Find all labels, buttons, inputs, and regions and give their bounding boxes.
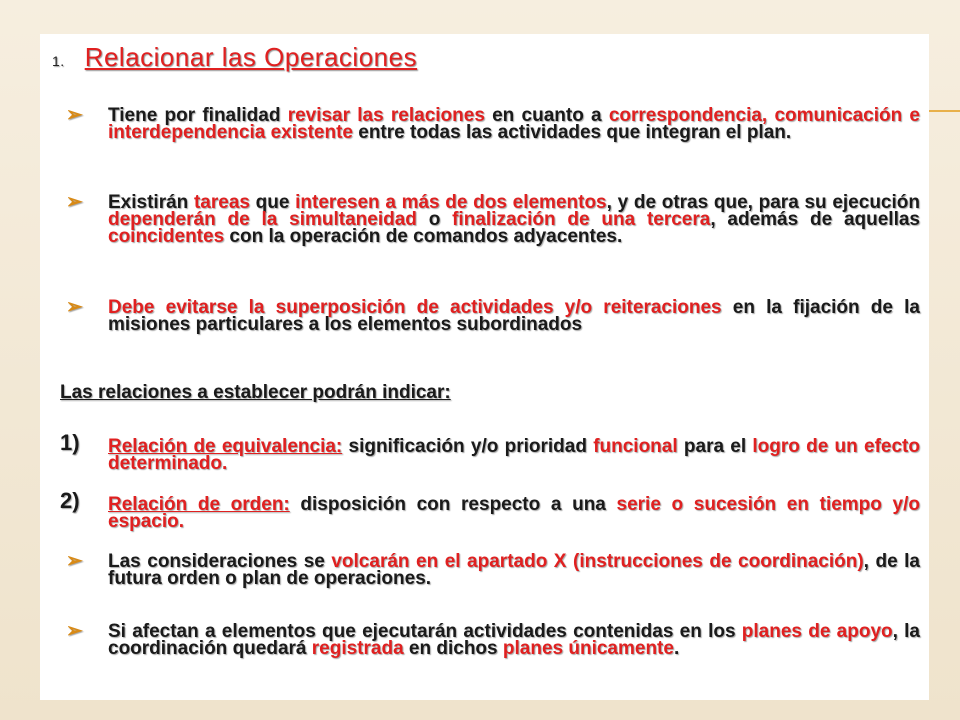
item-number: 1): [60, 430, 80, 455]
decorative-line: [925, 110, 960, 112]
highlight-run: logro de un efecto determinado.: [108, 436, 920, 474]
arrow-bullet-icon: ➢: [66, 620, 83, 642]
highlight-run: funcional: [593, 436, 678, 457]
arrow-bullet-icon: ➢: [66, 550, 83, 572]
item-number: 2): [60, 488, 80, 513]
text-run: , de la futura orden o plan de operaciones.: [108, 551, 920, 589]
numbered-item-1: [50, 430, 920, 474]
highlight-run: Relación de equivalencia:: [108, 436, 343, 457]
text-run: , la coordinación quedará: [108, 621, 921, 659]
bullet-paragraph-3: [50, 296, 920, 335]
text-run: Existirán: [108, 192, 194, 213]
text-run: significación y/o prioridad: [342, 436, 594, 457]
highlight-run: serie o sucesión en tiempo y/o espacio.: [108, 494, 920, 532]
slide: [40, 34, 929, 700]
highlight-run: tareas: [193, 192, 250, 213]
bullet-paragraph-1: [50, 104, 920, 143]
paragraph-text: [108, 194, 920, 245]
text-run: , y de otras que, para su ejecución: [606, 192, 920, 213]
text-run: Las consideraciones se: [108, 551, 332, 572]
text-run: Si afectan a elementos que ejecutarán actividades contenidas en los: [108, 621, 742, 642]
bullet-paragraph-4: [50, 550, 920, 589]
title-number: 1.: [52, 53, 65, 69]
text-run: en dichos: [403, 638, 503, 659]
highlight-run: interesen a más de dos elementos: [295, 192, 607, 213]
text-run: o: [416, 209, 453, 230]
text-run: .: [673, 638, 680, 659]
highlight-run: Debe evitarse la superposición de actividades y/o reiteraciones: [108, 297, 722, 318]
title-text: Relacionar las Operaciones: [84, 42, 418, 72]
text-run: para el: [677, 436, 753, 457]
text-run: en cuanto a: [484, 105, 609, 126]
highlight-run: revisar las relaciones: [287, 105, 485, 126]
slide-title: [52, 42, 417, 76]
section-heading: Las relaciones a establecer podrán indicar:: [60, 382, 451, 403]
highlight-run: dependerán de la simultaneidad: [108, 209, 417, 230]
highlight-run: correspondencia, comunicación e interdependencia existente: [108, 105, 920, 143]
highlight-run: finalización de una tercera: [452, 209, 711, 230]
arrow-bullet-icon: ➢: [66, 296, 83, 318]
text-run: con la operación de comandos adyacentes.: [224, 226, 623, 247]
paragraph-text: [108, 438, 920, 472]
highlight-run: volcarán en el apartado X (instrucciones de coordinación): [331, 551, 864, 572]
paragraph-text: [108, 623, 920, 657]
paragraph-text: [108, 107, 920, 141]
highlight-run: coincidentes: [108, 226, 225, 247]
numbered-item-2: [50, 488, 920, 532]
arrow-bullet-icon: ➢: [66, 191, 83, 213]
paragraph-text: [108, 553, 920, 587]
text-run: , además de aquellas: [710, 209, 921, 230]
highlight-run: planes de apoyo: [741, 621, 893, 642]
text-run: disposición con respecto a una: [289, 494, 617, 515]
text-run: en la fijación de la misiones particulares a los elementos subordinados: [108, 297, 920, 335]
bullet-paragraph-2: [50, 191, 921, 247]
highlight-run: Relación de orden:: [108, 494, 290, 515]
text-run: Tiene por finalidad: [108, 105, 288, 126]
text-run: que: [249, 192, 296, 213]
highlight-run: registrada: [311, 638, 404, 659]
highlight-run: planes únicamente: [502, 638, 674, 659]
paragraph-text: [108, 496, 920, 530]
arrow-bullet-icon: ➢: [66, 104, 83, 126]
text-run: entre todas las actividades que integran el plan.: [352, 122, 792, 143]
paragraph-text: [108, 299, 920, 333]
bullet-paragraph-5: [50, 620, 921, 659]
